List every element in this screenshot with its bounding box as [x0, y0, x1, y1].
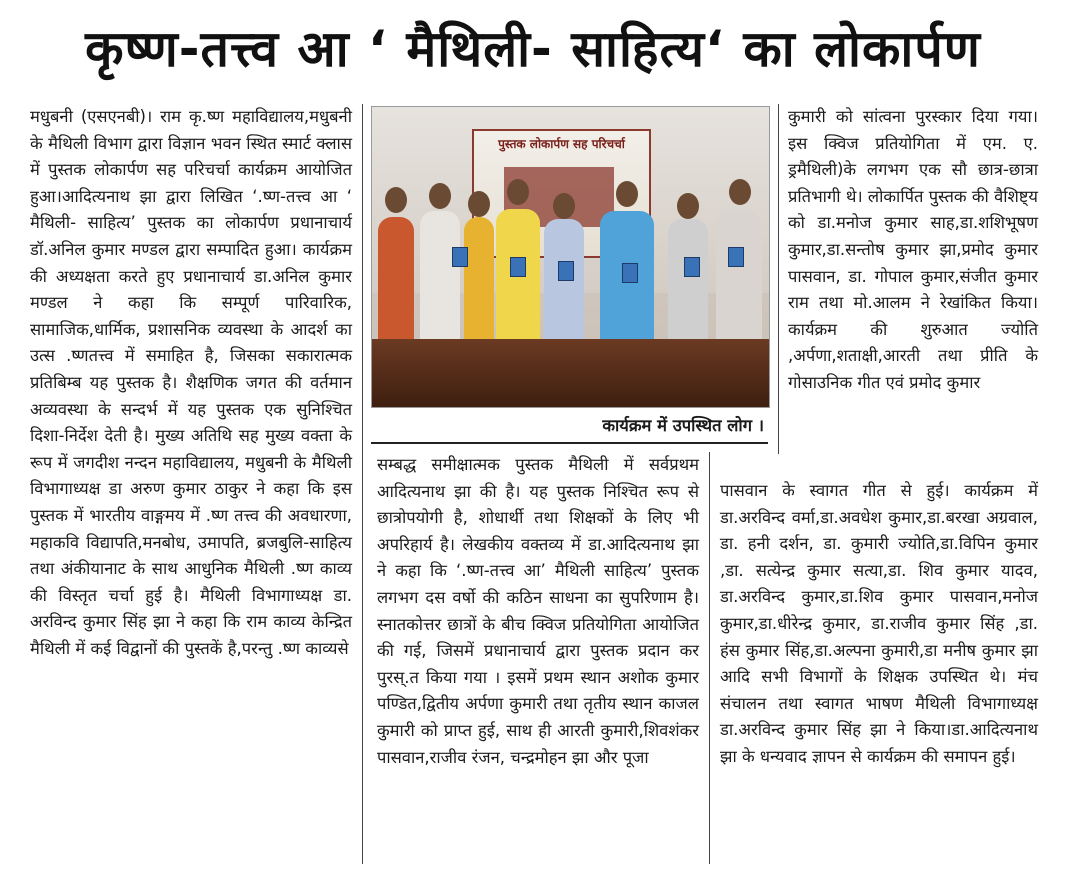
- article-column-right-top: [788, 104, 1038, 397]
- person-head: [385, 187, 407, 213]
- column-divider: [709, 452, 710, 864]
- book: [684, 257, 700, 277]
- person-head: [553, 193, 575, 219]
- article-column-middle: [377, 452, 699, 771]
- news-photo: [371, 106, 770, 408]
- article-text: मधुबनी (एसएनबी)। राम कृ.ष्ण महाविद्यालय,मधुबनी के मैथिली विभाग द्वारा विज्ञान भवन स्थित स्मार्ट क्लास में पुस्तक लोकार्पण सह परिचर्चा कार्यक्रम आयोजित हुआ।आदित्यनाथ झा द्वारा लिखित ‘.ष्ण-तत्त्व आ ‘ मैथिली- साहित्य’ पुस्तक का लोकार्पण प्रधानाचार्य डॉ.अनिल कुमार मण्डल द्वारा सम्पादित हुआ। कार्यक्रम की अध्यक्षता करते हुए प्रधानाचार्य डा.अनिल कुमार मण्डल ने कहा कि सम्पूर्ण पारिवारिक, सामाजिक,धार्मिक, प्रशासनिक व्यवस्था के आदर्श का उत्स .ष्णतत्त्व में समाहित है, जिसका सकारात्मक प्रतिबिम्ब यह पुस्तक है। शैक्षणिक जगत की वर्तमान अव्यवस्था के सन्दर्भ में यह पुस्तक एक सुनिश्चित दिशा-निर्देश देती है। मुख्य अतिथि सह मुख्य वक्ता के रूप में जगदीश नन्दन महाविद्यालय, मधुबनी के मैथिली विभागाध्यक्ष डा अरुण कुमार ठाकुर ने कहा कि इस पुस्तक में भारतीय वाङ्गमय में .ष्ण तत्त्व की अवधारणा, महाकवि विद्यापति,मनबोध, उमापति, ब्रजबुलि-साहित्य तथा अंकीयानाट के साथ आधुनिक मैथिली .ष्ण काव्य की विस्तृत चर्चा हुई है। मैथिली विभागाध्यक्ष डा. अरविन्द कुमार सिंह झा ने कहा कि राम काव्य केन्द्रित मैथिली में कई विद्वानों की पुस्तकें है,परन्तु .ष्ण काव्यसे: [30, 107, 352, 658]
- table: [372, 339, 769, 407]
- book: [622, 263, 638, 283]
- article-column-left: [30, 104, 352, 662]
- book: [558, 261, 574, 281]
- article-text: कुमारी को सांत्वना पुरस्कार दिया गया। इस क्विज प्रतियोगिता में एम. ए. ड्रमैथिली)के लगभग एक सौ छात्र-छात्रा प्रतिभागी थे। लोकार्पित पुस्तक की वैशिष्ट्य को डा.मनोज कुमार साह,डा.शशिभूषण कुमार,डा.सन्तोष कुमार झा,प्रमोद कुमार पासवान, डा. गोपाल कुमार,संजीत कुमार राम तथा मो.आलम ने रेखांकित किया। कार्यक्रम की शुरुआत ज्योति ,अर्पणा,शताक्षी,आरती तथा प्रीति के गोसाउनिक गीत एवं प्रमोद कुमार: [788, 107, 1038, 392]
- headline: कृष्ण-तत्त्व आ ‘ मैथिली- साहित्य‘ का लोकार्पण: [85, 20, 981, 78]
- banner-text: पुस्तक लोकार्पण सह परिचर्चा: [498, 137, 625, 151]
- article-column-right-bottom: [720, 478, 1038, 771]
- person-head: [468, 191, 490, 217]
- person-head: [729, 179, 751, 205]
- person-head: [507, 179, 529, 205]
- photo-caption: कार्यक्रम में उपस्थित लोग ।: [371, 408, 768, 444]
- book: [728, 247, 744, 267]
- book: [452, 247, 468, 267]
- article-text: सम्बद्ध समीक्षात्मक पुस्तक मैथिली में सर्वप्रथम आदित्यनाथ झा की है। यह पुस्तक निश्चित रूप से छात्रोपयोगी है, शोधार्थी तथा शिक्षकों के लिए भी अपरिहार्य है। लेखकीय वक्तव्य में डा.आदित्यनाथ झा ने कहा कि ‘.ष्ण-तत्त्व आ’ मैथिली साहित्य’ पुस्तक लगभग दस वर्षो की कठिन साधना का सुपरिणाम है। स्नातकोत्तर छात्रों के बीच क्विज प्रतियोगिता आयोजित की गई, जिसमें प्रधानाचार्य द्वारा पुस्तक प्रदान कर पुरस्.त किया गया । इसमें प्रथम स्थान अशोक कुमार पण्डित,द्वितीय अर्पणा कुमारी तथा तृतीय स्थान काजल कुमारी को प्राप्त हुई, साथ ही आरती कुमारी,शिवशंकर पासवान,राजीव रंजन, चन्द्रमोहन झा और पूजा: [377, 455, 699, 767]
- column-divider: [362, 104, 363, 864]
- person-head: [616, 181, 638, 207]
- column-divider: [778, 104, 779, 454]
- person-head: [677, 193, 699, 219]
- person-head: [429, 183, 451, 209]
- article-text: पासवान के स्वागत गीत से हुई। कार्यक्रम में डा.अरविन्द वर्मा,डा.अवधेश कुमार,डा.बरखा अग्रवाल, डा. हनी दर्शन, डा. कुमारी ज्योति,डा.विपिन कुमार ,डा. सत्येन्द्र कुमार सत्या,डा. शिव कुमार यादव, डा.अरविन्द कुमार,डा.शिव कुमार पासवान,मनोज कुमार,डा.धीरेन्द्र कुमार, डा.राजीव कुमार सिंह ,डा. हंस कुमार सिंह,डा.अल्पना कुमारी,डा मनीष कुमार झा आदि सभी विभागों के शिक्षक उपस्थित थे। मंच संचालन तथा स्वागत भाषण मैथिली विभागाध्यक्ष डा.अरविन्द कुमार सिंह झा ने किया।डा.आदित्यनाथ झा के धन्यवाद ज्ञापन से कार्यक्रम की समापन हुई।: [720, 481, 1038, 766]
- book: [510, 257, 526, 277]
